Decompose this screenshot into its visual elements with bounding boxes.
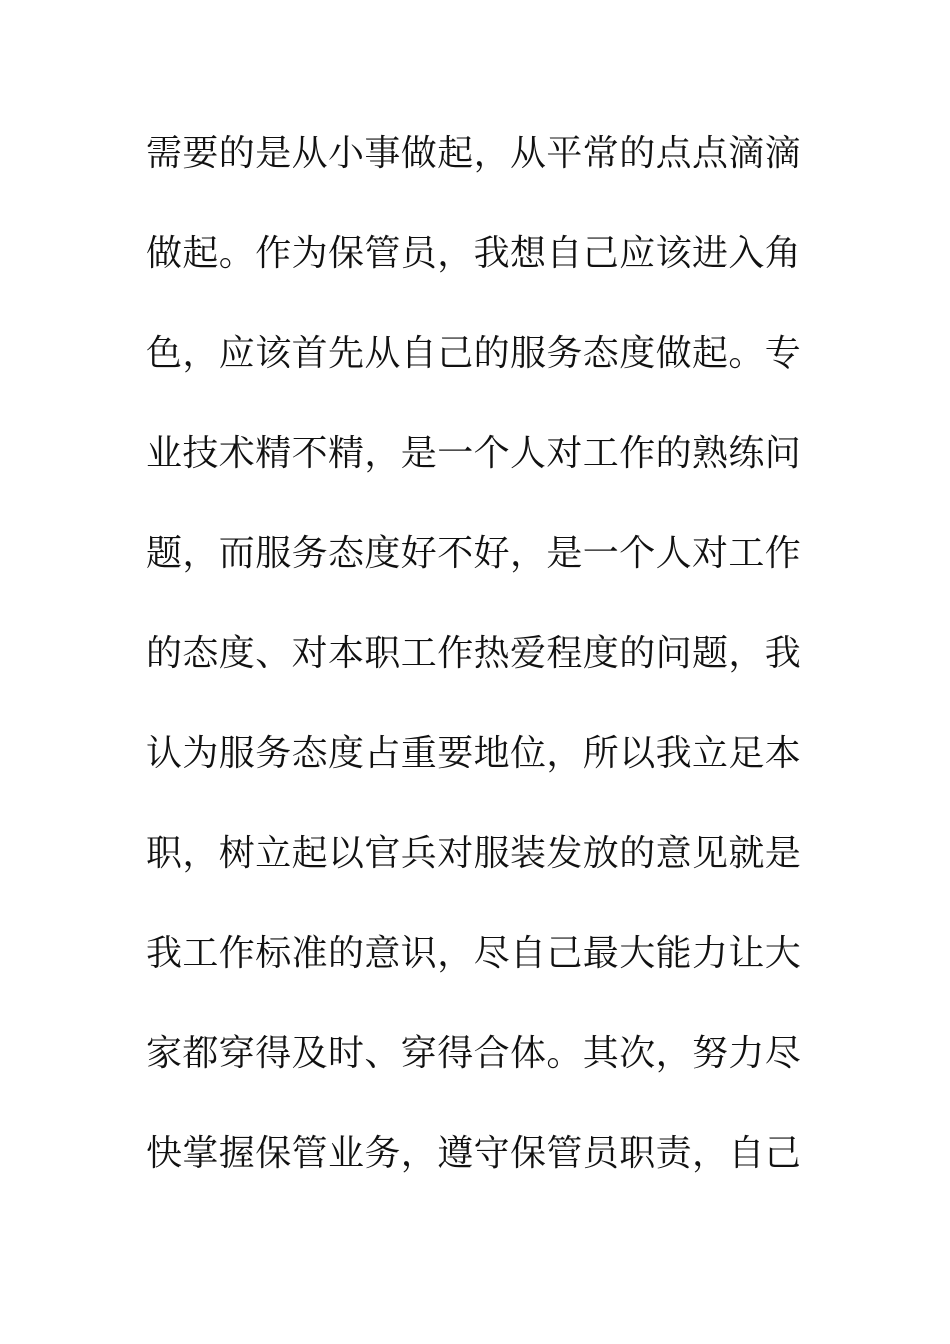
text-line: 题，而服务态度好不好，是一个人对工作 — [146, 533, 802, 574]
text-line: 快掌握保管业务，遵守保管员职责，自己 — [146, 1133, 802, 1174]
text-line: 家都穿得及时、穿得合体。其次，努力尽 — [146, 1033, 802, 1074]
text-line: 需要的是从小事做起，从平常的点点滴滴 — [146, 133, 802, 174]
text-line: 业技术精不精，是一个人对工作的熟练问 — [146, 433, 802, 474]
text-line: 我工作标准的意识，尽自己最大能力让大 — [146, 933, 802, 974]
text-line: 色，应该首先从自己的服务态度做起。专 — [146, 333, 802, 374]
text-line: 认为服务态度占重要地位，所以我立足本 — [146, 733, 802, 774]
body-text — [146, 122, 802, 1222]
text-line: 职，树立起以官兵对服装发放的意见就是 — [146, 833, 802, 874]
text-line: 做起。作为保管员，我想自己应该进入角 — [146, 233, 802, 274]
text-line: 的态度、对本职工作热爱程度的问题，我 — [146, 633, 802, 674]
